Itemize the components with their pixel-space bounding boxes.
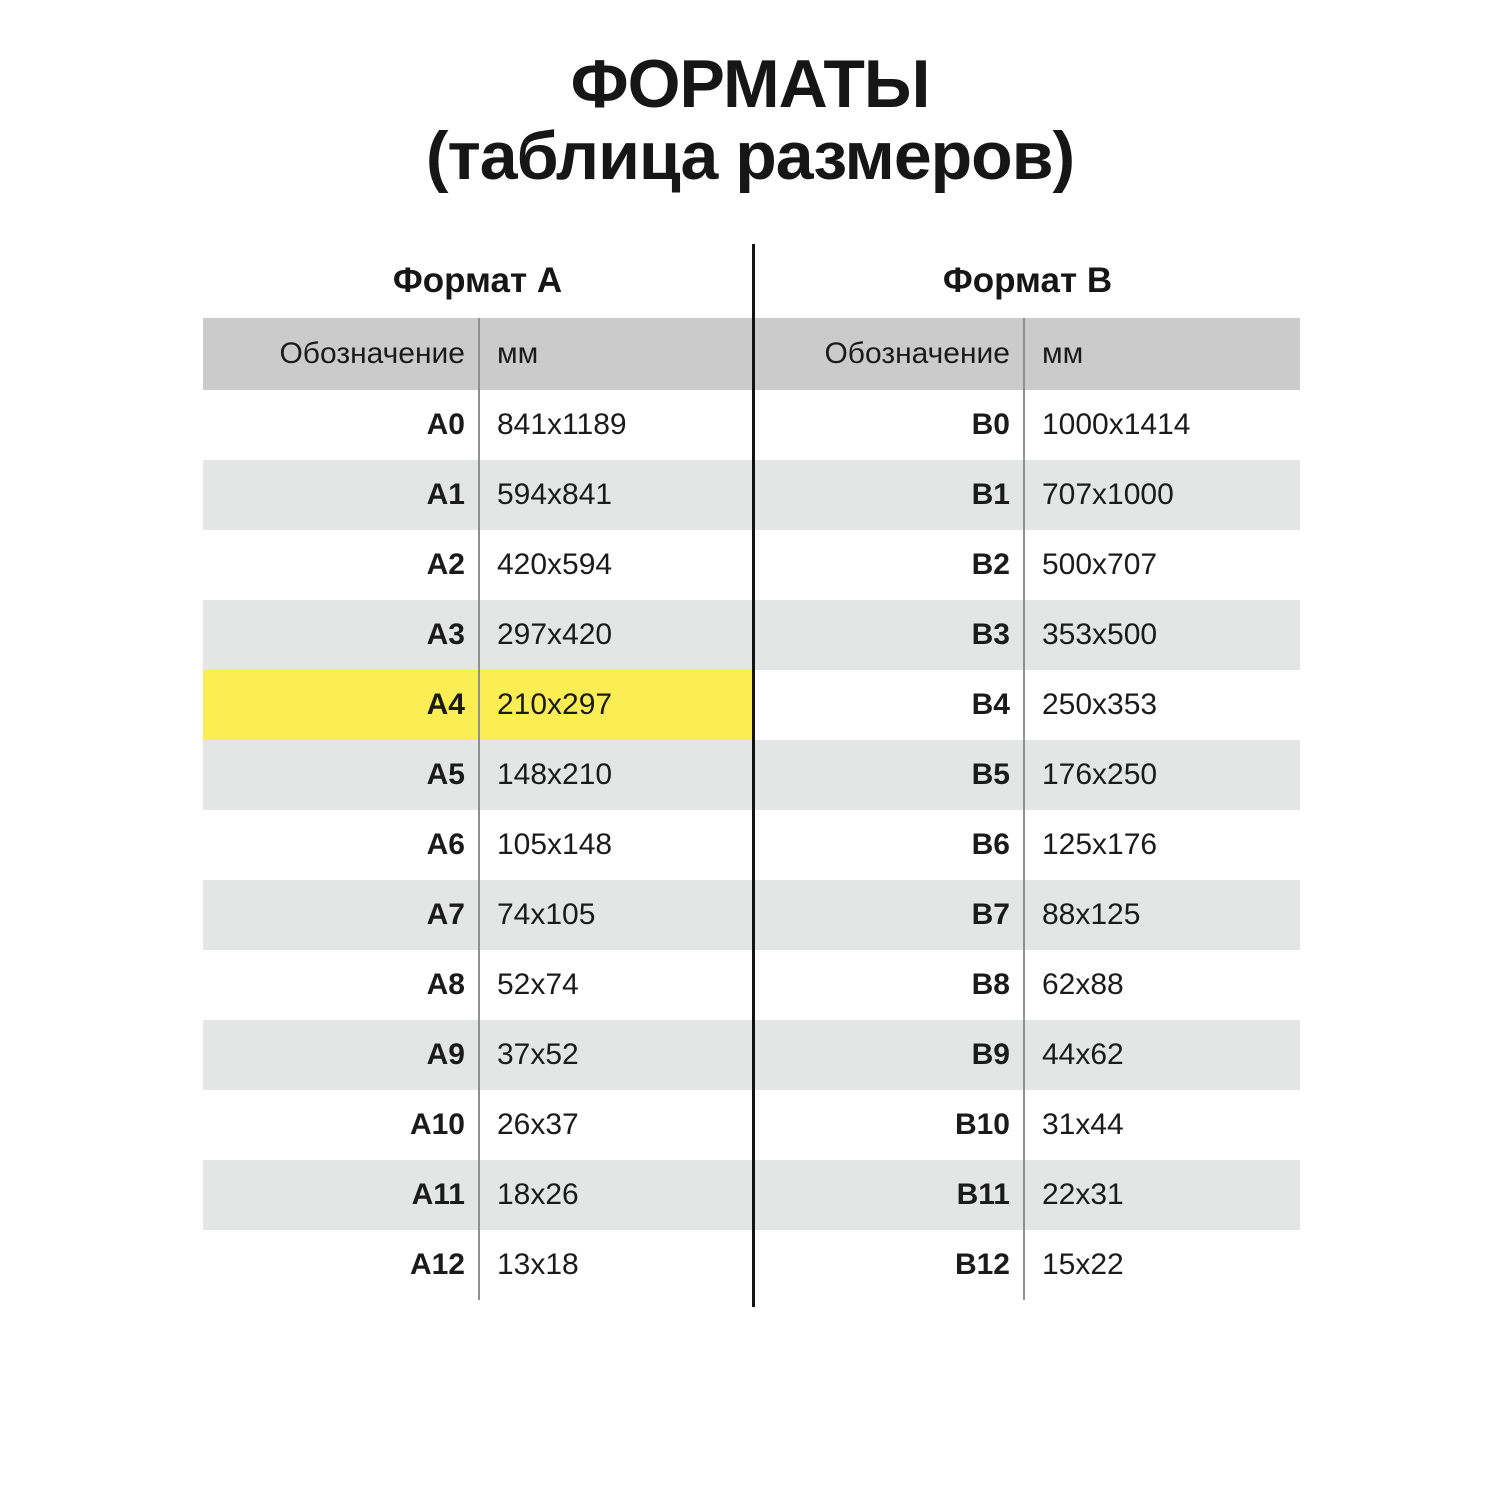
table-row-a4-highlighted <box>203 670 752 740</box>
format-designation: B8 <box>971 968 1010 1001</box>
table-row-b0 <box>755 390 1300 460</box>
format-designation: A6 <box>426 828 465 861</box>
table-row-a2 <box>203 530 752 600</box>
table-row-a3 <box>203 600 752 670</box>
column-header-mm: мм <box>1023 318 1300 390</box>
format-size-mm: 18x26 <box>478 1160 752 1230</box>
format-designation: B0 <box>971 408 1010 441</box>
table-row-a12 <box>203 1230 752 1300</box>
format-size-mm: 500x707 <box>1023 530 1300 600</box>
format-designation: A4 <box>426 688 465 721</box>
format-designation: A5 <box>426 758 465 791</box>
table-row-b4 <box>755 670 1300 740</box>
format-designation: B2 <box>971 548 1010 581</box>
format-a-header-row <box>203 318 752 390</box>
format-b-table <box>755 244 1300 1300</box>
format-size-mm: 297x420 <box>478 600 752 670</box>
format-designation: A7 <box>426 898 465 931</box>
format-size-mm: 88x125 <box>1023 880 1300 950</box>
format-size-mm: 62x88 <box>1023 950 1300 1020</box>
format-size-mm: 125x176 <box>1023 810 1300 880</box>
format-designation: B9 <box>971 1038 1010 1071</box>
format-designation: B5 <box>971 758 1010 791</box>
format-size-mm: 44x62 <box>1023 1020 1300 1090</box>
format-designation: B4 <box>971 688 1010 721</box>
format-size-mm: 15x22 <box>1023 1230 1300 1300</box>
table-row-b9 <box>755 1020 1300 1090</box>
table-row-a9 <box>203 1020 752 1090</box>
page-title <box>0 46 1500 195</box>
table-row-b3 <box>755 600 1300 670</box>
table-row-b6 <box>755 810 1300 880</box>
column-header-mm: мм <box>478 318 752 390</box>
format-designation: A12 <box>409 1248 465 1281</box>
table-row-a11 <box>203 1160 752 1230</box>
format-designation: B12 <box>954 1248 1010 1281</box>
format-size-mm: 148x210 <box>478 740 752 810</box>
format-size-mm: 22x31 <box>1023 1160 1300 1230</box>
table-row-b12 <box>755 1230 1300 1300</box>
format-size-mm: 74x105 <box>478 880 752 950</box>
format-a-table <box>203 244 752 1300</box>
table-row-b1 <box>755 460 1300 530</box>
format-designation: A3 <box>426 618 465 651</box>
format-size-mm: 250x353 <box>1023 670 1300 740</box>
format-designation: A0 <box>426 408 465 441</box>
table-row-b11 <box>755 1160 1300 1230</box>
table-row-a10 <box>203 1090 752 1160</box>
format-size-mm: 1000x1414 <box>1023 390 1300 460</box>
table-row-a5 <box>203 740 752 810</box>
format-size-mm: 37x52 <box>478 1020 752 1090</box>
table-row-b7 <box>755 880 1300 950</box>
format-designation: A2 <box>426 548 465 581</box>
format-size-mm: 52x74 <box>478 950 752 1020</box>
format-size-mm: 31x44 <box>1023 1090 1300 1160</box>
format-size-mm: 594x841 <box>478 460 752 530</box>
format-designation: B7 <box>971 898 1010 931</box>
format-size-mm: 26x37 <box>478 1090 752 1160</box>
table-row-b2 <box>755 530 1300 600</box>
format-b-header-row <box>755 318 1300 390</box>
column-header-designation: Обозначение <box>279 337 465 370</box>
format-size-mm: 105x148 <box>478 810 752 880</box>
format-designation: A1 <box>426 478 465 511</box>
format-a-body <box>203 390 752 1300</box>
table-row-a1 <box>203 460 752 530</box>
table-row-a7 <box>203 880 752 950</box>
format-size-mm: 13x18 <box>478 1230 752 1300</box>
format-designation: B6 <box>971 828 1010 861</box>
format-designation: A9 <box>426 1038 465 1071</box>
format-b-title: Формат B <box>942 261 1113 300</box>
table-row-b10 <box>755 1090 1300 1160</box>
column-header-designation: Обозначение <box>824 337 1010 370</box>
format-size-mm: 707x1000 <box>1023 460 1300 530</box>
format-designation: A8 <box>426 968 465 1001</box>
format-a-title: Формат А <box>392 261 563 300</box>
format-size-mm: 353x500 <box>1023 600 1300 670</box>
format-designation: A10 <box>409 1108 465 1141</box>
format-size-mm: 420x594 <box>478 530 752 600</box>
format-designation: B10 <box>954 1108 1010 1141</box>
page-title-line1: ФОРМАТЫ <box>570 46 930 122</box>
page-title-line2: (таблица размеров) <box>425 118 1075 195</box>
table-row-b5 <box>755 740 1300 810</box>
format-designation: B3 <box>971 618 1010 651</box>
table-row-a0 <box>203 390 752 460</box>
table-row-b8 <box>755 950 1300 1020</box>
format-b-body <box>755 390 1300 1300</box>
format-designation: A11 <box>411 1178 465 1211</box>
format-designation: B1 <box>971 478 1010 511</box>
format-tables <box>203 244 1300 1307</box>
table-row-a6 <box>203 810 752 880</box>
format-size-mm: 841x1189 <box>478 390 752 460</box>
table-row-a8 <box>203 950 752 1020</box>
format-size-mm: 176x250 <box>1023 740 1300 810</box>
format-designation: B11 <box>956 1178 1010 1211</box>
format-size-mm: 210x297 <box>478 670 752 740</box>
